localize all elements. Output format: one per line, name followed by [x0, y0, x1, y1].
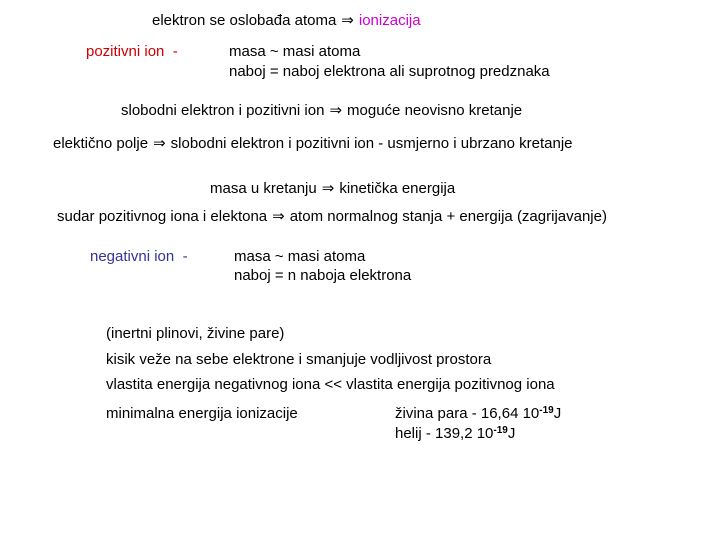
implies-arrow-icon: ⇒	[272, 207, 285, 225]
negative-ion-mass: masa ~ masi atoma	[234, 248, 366, 265]
positive-ion-charge: naboj = naboj elektrona ali suprotnog predznaka	[229, 63, 550, 80]
kinetic-energy-line: masa u kretanju ⇒ kinetička energija	[210, 179, 456, 197]
implies-arrow-icon: ⇒	[321, 179, 335, 197]
positive-ion-label: pozitivni ion -	[86, 43, 178, 60]
note-inert-gases: (inertni plinovi, živine pare)	[106, 325, 285, 342]
collision-line: sudar pozitivnog iona i elektona ⇒ atom normalnog stanja + energija (zagrijavanje)	[57, 207, 607, 225]
mercury-vapor-energy: živina para - 16,64 $10^{-19}J$	[395, 405, 562, 422]
note-energy-comparison: vlastita energija negativnog iona << vlastita energija pozitivnog iona	[106, 376, 555, 393]
negative-ion-label: negativni ion -	[90, 248, 188, 265]
implies-arrow-icon: ⇒	[153, 134, 166, 152]
helium-energy: helij - 139,2 $10^{-19}J$	[395, 425, 516, 442]
implies-arrow-icon: ⇒	[341, 11, 354, 29]
ionization-line	[152, 11, 421, 30]
free-motion-line: slobodni elektron i pozitivni ion ⇒ moguće neovisno kretanje	[121, 101, 523, 119]
implies-arrow-icon: ⇒	[329, 101, 343, 119]
min-ionization-energy-label: minimalna energija ionizacije	[106, 405, 298, 422]
ionization-term: ionizacija	[358, 12, 421, 29]
note-oxygen: kisik veže na sebe elektrone i smanjuje vodljivost prostora	[106, 351, 492, 368]
electric-field-line: elektično polje ⇒ slobodni elektron i pozitivni ion - usmjerno i ubrzano kretanje	[53, 134, 573, 152]
ionization-text: elektron se oslobađa atoma	[152, 12, 337, 29]
negative-ion-charge: naboj = n naboja elektrona	[234, 267, 412, 284]
positive-ion-mass: masa ~ masi atoma	[229, 43, 361, 60]
